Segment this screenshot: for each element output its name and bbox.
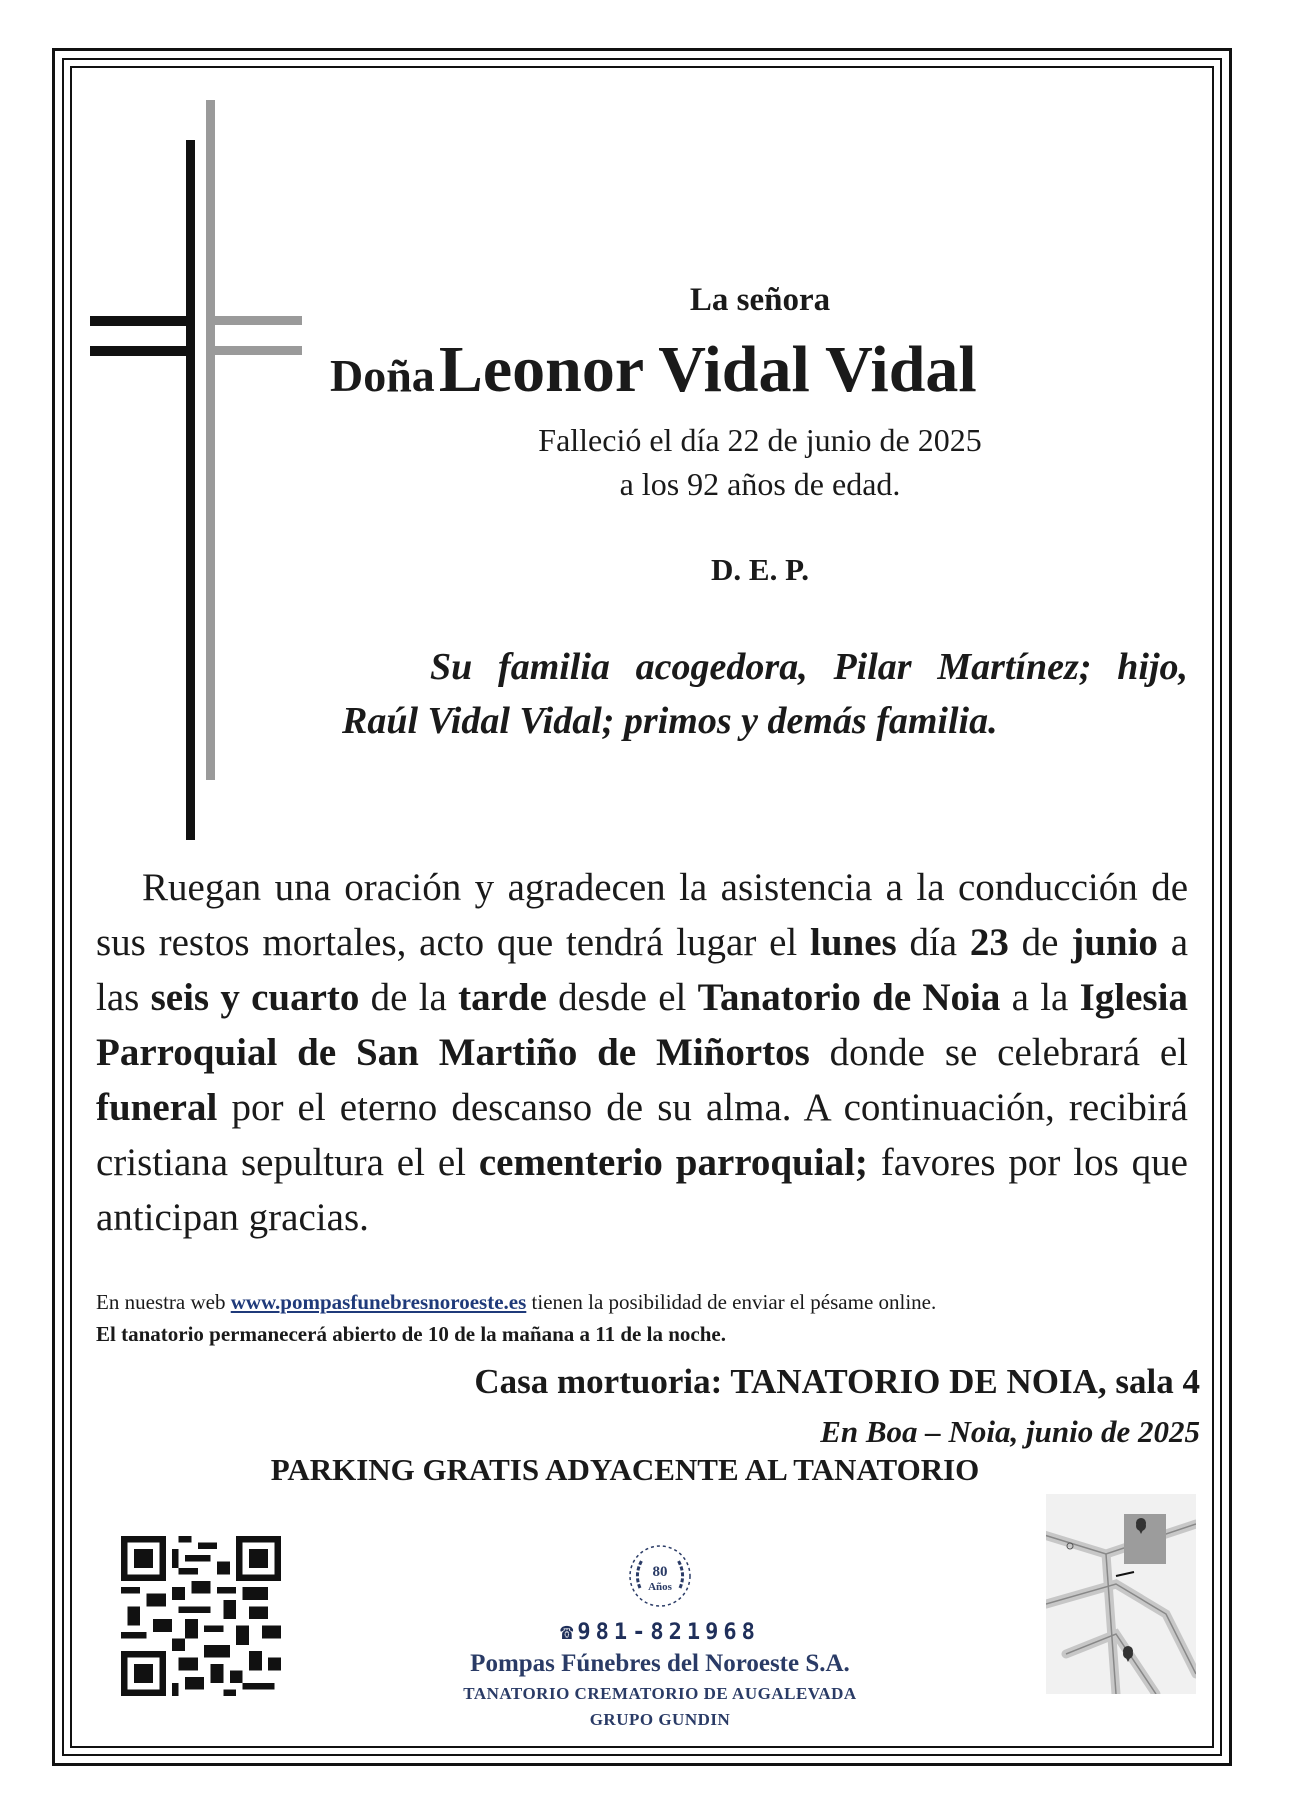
parking-notice: PARKING GRATIS ADYACENTE AL TANATORIO bbox=[270, 1452, 980, 1487]
body-bold-time: seis y cuarto bbox=[150, 976, 360, 1019]
web-prefix: En nuestra web bbox=[96, 1290, 226, 1314]
phone-icon: ☎ bbox=[560, 1620, 574, 1645]
body-text-10: favores por los que anticipan gracias. bbox=[96, 1141, 1188, 1239]
body-bold-funeral: funeral bbox=[96, 1086, 218, 1129]
laurel-anniversary-icon bbox=[622, 1538, 698, 1614]
body-text-7: a la bbox=[1000, 976, 1080, 1019]
body-text-6: desde el bbox=[546, 976, 698, 1019]
badge-label: Años bbox=[648, 1581, 672, 1593]
body-text-2: día bbox=[896, 921, 970, 964]
body-text-4: a las bbox=[96, 921, 1189, 1019]
company-name: Pompas Fúnebres del Noroeste S.A. bbox=[470, 1650, 850, 1677]
body-text-1: Ruegan una oración y agradecen la asistencia a la conducción de sus restos mortales, acto que tendrá lugar el bbox=[96, 866, 1188, 964]
body-bold-tanatorio: Tanatorio de Noia bbox=[697, 976, 1001, 1019]
death-date-line: Falleció el día 22 de junio de 2025 bbox=[538, 422, 982, 458]
badge-number: 80 bbox=[652, 1564, 668, 1580]
web-suffix: tienen la posibilidad de enviar el pésame online. bbox=[531, 1290, 937, 1314]
qr-code-icon[interactable] bbox=[120, 1536, 282, 1696]
place-date: En Boa – Noia, junio de 2025 bbox=[820, 1414, 1200, 1449]
age-line: a los 92 años de edad. bbox=[619, 466, 901, 502]
body-text-3: de bbox=[1008, 921, 1072, 964]
location-map-icon[interactable] bbox=[1046, 1494, 1196, 1694]
title-prefix: La señora bbox=[689, 282, 831, 318]
opening-hours: El tanatorio permanecerá abierto de 10 de la mañana a 11 de la noche. bbox=[96, 1322, 726, 1346]
website-link[interactable]: www.pompasfunebresnoroeste.es bbox=[230, 1290, 527, 1314]
body-bold-iglesia: Iglesia Parroquial de San Martiño de Miñortos bbox=[96, 976, 1188, 1074]
death-info bbox=[420, 418, 1100, 506]
phone-number: 981-821968 bbox=[577, 1620, 760, 1645]
body-text-8: donde se celebrará el bbox=[809, 1031, 1188, 1074]
double-cross-icon bbox=[90, 100, 320, 840]
dep-text: D. E. P. bbox=[711, 552, 809, 587]
funeral-home: Casa mortuoria: TANATORIO DE NOIA, sala 4 bbox=[474, 1362, 1200, 1401]
phone-line[interactable] bbox=[480, 1620, 840, 1645]
body-text-9: por el eterno descanso de su alma. A continuación, recibirá cristiana sepultura el el bbox=[96, 1086, 1188, 1184]
body-bold-day: lunes bbox=[810, 921, 897, 964]
ceremony-paragraph bbox=[96, 860, 1188, 1245]
company-group: GRUPO GUNDIN bbox=[589, 1710, 731, 1729]
company-crematorio: TANATORIO CREMATORIO DE AUGALEVADA bbox=[463, 1684, 857, 1703]
body-bold-date: 23 bbox=[969, 921, 1009, 964]
web-condolence-line bbox=[96, 1290, 1196, 1315]
deceased-name-line bbox=[330, 332, 1230, 408]
family-paragraph: Su familia acogedora, Pilar Martínez; hijo, Raúl Vidal Vidal; primos y demás familia. bbox=[342, 646, 1188, 742]
honorific: Doña bbox=[330, 350, 435, 401]
body-bold-month: junio bbox=[1071, 921, 1158, 964]
body-bold-cementerio: cementerio parroquial; bbox=[478, 1141, 868, 1184]
deceased-name: Leonor Vidal Vidal bbox=[438, 333, 977, 406]
body-bold-tarde: tarde bbox=[458, 976, 547, 1019]
body-text-5: de la bbox=[359, 976, 459, 1019]
